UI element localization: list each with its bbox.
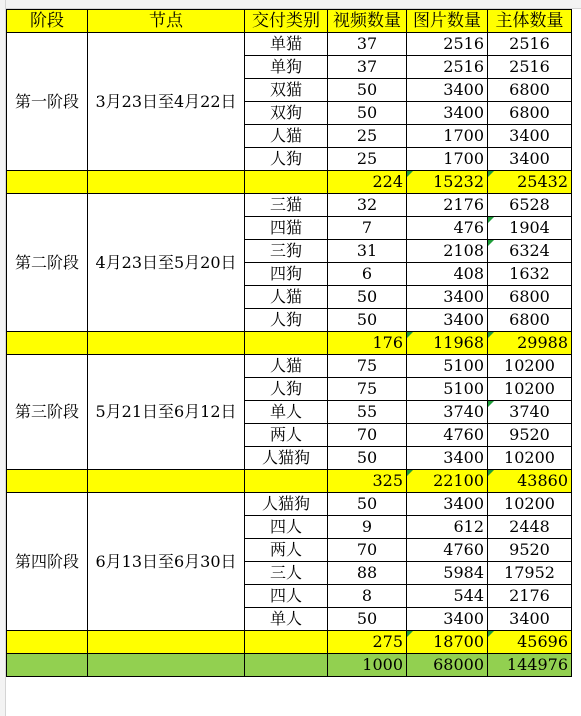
video-cell[interactable]: 75 bbox=[328, 378, 407, 401]
period-cell[interactable]: 6月13日至6月30日 bbox=[88, 493, 245, 631]
subtotal-video-cell[interactable]: 176 bbox=[328, 332, 407, 355]
empty-cell[interactable] bbox=[88, 631, 245, 654]
subject-cell[interactable]: 9520 bbox=[488, 539, 572, 562]
video-cell[interactable]: 50 bbox=[328, 608, 407, 631]
image-cell[interactable]: 3400 bbox=[407, 447, 488, 470]
table-row bbox=[7, 355, 572, 378]
empty-cell[interactable] bbox=[88, 332, 245, 355]
subject-cell[interactable]: 2176 bbox=[488, 585, 572, 608]
empty-cell[interactable] bbox=[7, 171, 88, 194]
subject-cell[interactable]: 1632 bbox=[488, 263, 572, 286]
subject-cell[interactable]: 10200 bbox=[488, 493, 572, 516]
type-cell[interactable]: 单狗 bbox=[245, 56, 328, 79]
video-cell[interactable]: 37 bbox=[328, 56, 407, 79]
stage-name-cell[interactable]: 第二阶段 bbox=[7, 194, 88, 332]
grand-total-subject-cell[interactable]: 144976 bbox=[488, 654, 572, 677]
empty-cell[interactable] bbox=[7, 631, 88, 654]
type-cell[interactable]: 人猫狗 bbox=[245, 493, 328, 516]
subject-cell[interactable]: 6800 bbox=[488, 309, 572, 332]
type-cell[interactable]: 单猫 bbox=[245, 33, 328, 56]
video-cell[interactable]: 7 bbox=[328, 217, 407, 240]
table-row bbox=[7, 194, 572, 217]
type-cell[interactable]: 四狗 bbox=[245, 263, 328, 286]
type-cell[interactable]: 人猫 bbox=[245, 286, 328, 309]
period-cell[interactable]: 5月21日至6月12日 bbox=[88, 355, 245, 470]
type-cell[interactable]: 人狗 bbox=[245, 378, 328, 401]
image-cell[interactable]: 3400 bbox=[407, 286, 488, 309]
image-cell[interactable]: 5984 bbox=[407, 562, 488, 585]
subtotal-row bbox=[7, 631, 572, 654]
type-cell[interactable]: 四人 bbox=[245, 585, 328, 608]
subject-cell[interactable]: 9520 bbox=[488, 424, 572, 447]
subject-cell[interactable]: 2516 bbox=[488, 33, 572, 56]
subtotal-subject-cell[interactable]: 45696 bbox=[488, 631, 572, 654]
image-cell[interactable]: 4760 bbox=[407, 539, 488, 562]
video-cell[interactable]: 50 bbox=[328, 447, 407, 470]
column-header-strip bbox=[0, 0, 581, 9]
empty-cell[interactable] bbox=[7, 332, 88, 355]
image-cell[interactable]: 2176 bbox=[407, 194, 488, 217]
subject-cell[interactable]: 3400 bbox=[488, 608, 572, 631]
image-cell[interactable]: 5100 bbox=[407, 355, 488, 378]
header-type[interactable]: 交付类别 bbox=[245, 10, 328, 33]
header-image[interactable]: 图片数量 bbox=[407, 10, 488, 33]
subject-cell[interactable]: 6800 bbox=[488, 286, 572, 309]
type-cell[interactable]: 双狗 bbox=[245, 102, 328, 125]
image-cell[interactable]: 2516 bbox=[407, 33, 488, 56]
video-cell[interactable]: 88 bbox=[328, 562, 407, 585]
subject-cell[interactable]: 6800 bbox=[488, 102, 572, 125]
subject-cell[interactable]: 6324 bbox=[488, 240, 572, 263]
video-cell[interactable]: 32 bbox=[328, 194, 407, 217]
video-cell[interactable]: 50 bbox=[328, 309, 407, 332]
image-cell[interactable]: 5100 bbox=[407, 378, 488, 401]
video-cell[interactable]: 50 bbox=[328, 102, 407, 125]
empty-cell[interactable] bbox=[245, 654, 328, 677]
subject-cell[interactable]: 10200 bbox=[488, 447, 572, 470]
header-subject[interactable]: 主体数量 bbox=[488, 10, 572, 33]
subject-cell[interactable]: 3740 bbox=[488, 401, 572, 424]
image-cell[interactable]: 612 bbox=[407, 516, 488, 539]
video-cell[interactable]: 75 bbox=[328, 355, 407, 378]
type-cell[interactable]: 三狗 bbox=[245, 240, 328, 263]
header-video[interactable]: 视频数量 bbox=[328, 10, 407, 33]
image-cell[interactable]: 4760 bbox=[407, 424, 488, 447]
subject-cell[interactable]: 6528 bbox=[488, 194, 572, 217]
image-cell[interactable]: 408 bbox=[407, 263, 488, 286]
image-cell[interactable]: 3400 bbox=[407, 79, 488, 102]
empty-cell[interactable] bbox=[88, 654, 245, 677]
image-cell[interactable]: 2516 bbox=[407, 56, 488, 79]
empty-cell[interactable] bbox=[245, 631, 328, 654]
type-cell[interactable]: 人猫 bbox=[245, 125, 328, 148]
type-cell[interactable]: 三人 bbox=[245, 562, 328, 585]
image-cell[interactable]: 3400 bbox=[407, 608, 488, 631]
grand-total-row bbox=[7, 654, 572, 677]
type-cell[interactable]: 单人 bbox=[245, 401, 328, 424]
subtotal-subject-cell[interactable]: 29988 bbox=[488, 332, 572, 355]
image-cell[interactable]: 1700 bbox=[407, 125, 488, 148]
table-row bbox=[7, 493, 572, 516]
subtotal-row bbox=[7, 470, 572, 493]
subtotal-row bbox=[7, 332, 572, 355]
video-cell[interactable]: 37 bbox=[328, 33, 407, 56]
subject-cell[interactable]: 17952 bbox=[488, 562, 572, 585]
image-cell[interactable]: 3400 bbox=[407, 309, 488, 332]
header-row bbox=[7, 10, 572, 33]
subtotal-subject-cell[interactable]: 25432 bbox=[488, 171, 572, 194]
video-cell[interactable]: 50 bbox=[328, 286, 407, 309]
video-cell[interactable]: 55 bbox=[328, 401, 407, 424]
video-cell[interactable]: 50 bbox=[328, 79, 407, 102]
image-cell[interactable]: 3400 bbox=[407, 493, 488, 516]
video-cell[interactable]: 6 bbox=[328, 263, 407, 286]
subtotal-video-cell[interactable]: 275 bbox=[328, 631, 407, 654]
type-cell[interactable]: 人猫狗 bbox=[245, 447, 328, 470]
empty-cell[interactable] bbox=[7, 470, 88, 493]
video-cell[interactable]: 70 bbox=[328, 424, 407, 447]
video-cell[interactable]: 31 bbox=[328, 240, 407, 263]
subtotal-subject-cell[interactable]: 43860 bbox=[488, 470, 572, 493]
stage-name-cell[interactable]: 第三阶段 bbox=[7, 355, 88, 470]
grand-total-image-cell[interactable]: 68000 bbox=[407, 654, 488, 677]
type-cell[interactable]: 三猫 bbox=[245, 194, 328, 217]
delivery-schedule-table bbox=[6, 9, 572, 677]
type-cell[interactable]: 人狗 bbox=[245, 309, 328, 332]
subtotal-video-cell[interactable]: 224 bbox=[328, 171, 407, 194]
subject-cell[interactable]: 1904 bbox=[488, 217, 572, 240]
image-cell[interactable]: 3400 bbox=[407, 102, 488, 125]
table-row bbox=[7, 33, 572, 56]
subtotal-image-cell[interactable]: 18700 bbox=[407, 631, 488, 654]
subject-cell[interactable]: 3400 bbox=[488, 148, 572, 171]
header-period[interactable]: 节点 bbox=[88, 10, 245, 33]
subject-cell[interactable]: 10200 bbox=[488, 378, 572, 401]
type-cell[interactable]: 人猫 bbox=[245, 355, 328, 378]
video-cell[interactable]: 70 bbox=[328, 539, 407, 562]
image-cell[interactable]: 3740 bbox=[407, 401, 488, 424]
subtotal-video-cell[interactable]: 325 bbox=[328, 470, 407, 493]
header-stage[interactable]: 阶段 bbox=[7, 10, 88, 33]
type-cell[interactable]: 人狗 bbox=[245, 148, 328, 171]
type-cell[interactable]: 四猫 bbox=[245, 217, 328, 240]
subtotal-row bbox=[7, 171, 572, 194]
empty-cell[interactable] bbox=[88, 171, 245, 194]
empty-cell[interactable] bbox=[245, 171, 328, 194]
image-cell[interactable]: 544 bbox=[407, 585, 488, 608]
subtotal-image-cell[interactable]: 22100 bbox=[407, 470, 488, 493]
type-cell[interactable]: 双猫 bbox=[245, 79, 328, 102]
image-cell[interactable]: 1700 bbox=[407, 148, 488, 171]
grand-total-video-cell[interactable]: 1000 bbox=[328, 654, 407, 677]
video-cell[interactable]: 25 bbox=[328, 125, 407, 148]
subject-cell[interactable]: 2516 bbox=[488, 56, 572, 79]
video-cell[interactable]: 9 bbox=[328, 516, 407, 539]
subject-cell[interactable]: 2448 bbox=[488, 516, 572, 539]
subject-cell[interactable]: 3400 bbox=[488, 125, 572, 148]
type-cell[interactable]: 四人 bbox=[245, 516, 328, 539]
type-cell[interactable]: 两人 bbox=[245, 424, 328, 447]
period-cell[interactable]: 3月23日至4月22日 bbox=[88, 33, 245, 171]
empty-cell[interactable] bbox=[7, 654, 88, 677]
subject-cell[interactable]: 6800 bbox=[488, 79, 572, 102]
empty-cell[interactable] bbox=[88, 470, 245, 493]
subtotal-image-cell[interactable]: 11968 bbox=[407, 332, 488, 355]
subject-cell[interactable]: 10200 bbox=[488, 355, 572, 378]
stage-name-cell[interactable]: 第一阶段 bbox=[7, 33, 88, 171]
empty-cell[interactable] bbox=[245, 470, 328, 493]
video-cell[interactable]: 25 bbox=[328, 148, 407, 171]
type-cell[interactable]: 单人 bbox=[245, 608, 328, 631]
image-cell[interactable]: 476 bbox=[407, 217, 488, 240]
period-cell[interactable]: 4月23日至5月20日 bbox=[88, 194, 245, 332]
subtotal-image-cell[interactable]: 15232 bbox=[407, 171, 488, 194]
type-cell[interactable]: 两人 bbox=[245, 539, 328, 562]
video-cell[interactable]: 50 bbox=[328, 493, 407, 516]
stage-name-cell[interactable]: 第四阶段 bbox=[7, 493, 88, 631]
image-cell[interactable]: 2108 bbox=[407, 240, 488, 263]
video-cell[interactable]: 8 bbox=[328, 585, 407, 608]
empty-cell[interactable] bbox=[245, 332, 328, 355]
